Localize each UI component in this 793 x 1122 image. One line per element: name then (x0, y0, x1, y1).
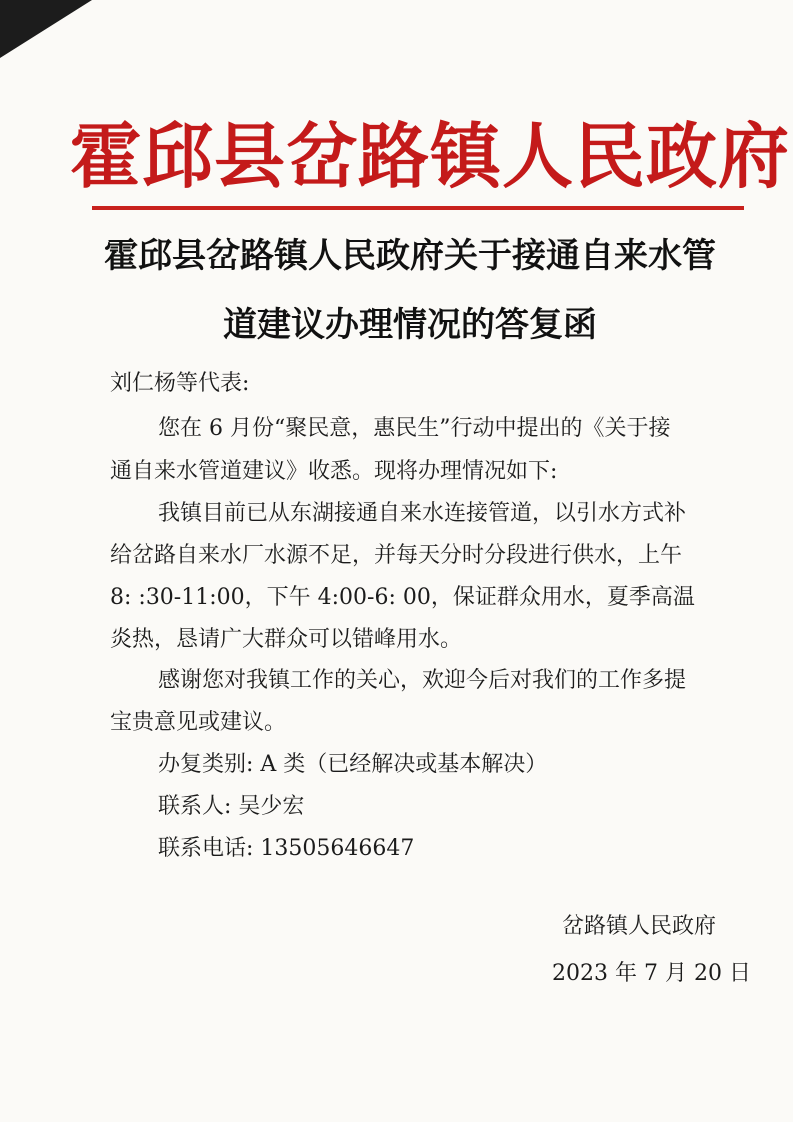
body-line-2: 通自来水管道建议》收悉。现将办理情况如下: (110, 459, 558, 484)
handling-category: 办复类别: A 类（已经解决或基本解决） (158, 752, 548, 777)
document-title-line-2: 道建议办理情况的答复函 (223, 305, 597, 345)
letterhead-red-rule (92, 206, 744, 210)
letterhead-org-name: 霍邱县岔路镇人民政府 (70, 115, 791, 198)
salutation: 刘仁杨等代表: (110, 371, 250, 396)
body-line-3: 我镇目前已从东湖接通自来水连接管道，以引水方式补 (158, 501, 687, 526)
body-line-1: 您在 6 月份“聚民意，惠民生”行动中提出的《关于接 (158, 416, 671, 441)
signature-org: 岔路镇人民政府 (562, 914, 717, 939)
contact-person: 联系人: 吴少宏 (158, 794, 305, 819)
page-corner-shadow (0, 0, 92, 58)
body-line-7: 感谢您对我镇工作的关心，欢迎今后对我们的工作多提 (158, 668, 687, 693)
body-line-8: 宝贵意见或建议。 (110, 710, 287, 735)
contact-phone: 联系电话: 13505646647 (158, 836, 415, 861)
signature-date: 2023 年 7 月 20 日 (552, 961, 751, 986)
body-line-6: 炎热，恳请广大群众可以错峰用水。 (110, 627, 463, 652)
document-title-line-1: 霍邱县岔路镇人民政府关于接通自来水管 (104, 236, 716, 276)
body-line-5: 8: :30-11:00，下午 4:00-6: 00，保证群众用水，夏季高温 (110, 585, 695, 610)
body-line-4: 给岔路自来水厂水源不足，并每天分时分段进行供水，上午 (110, 543, 683, 568)
